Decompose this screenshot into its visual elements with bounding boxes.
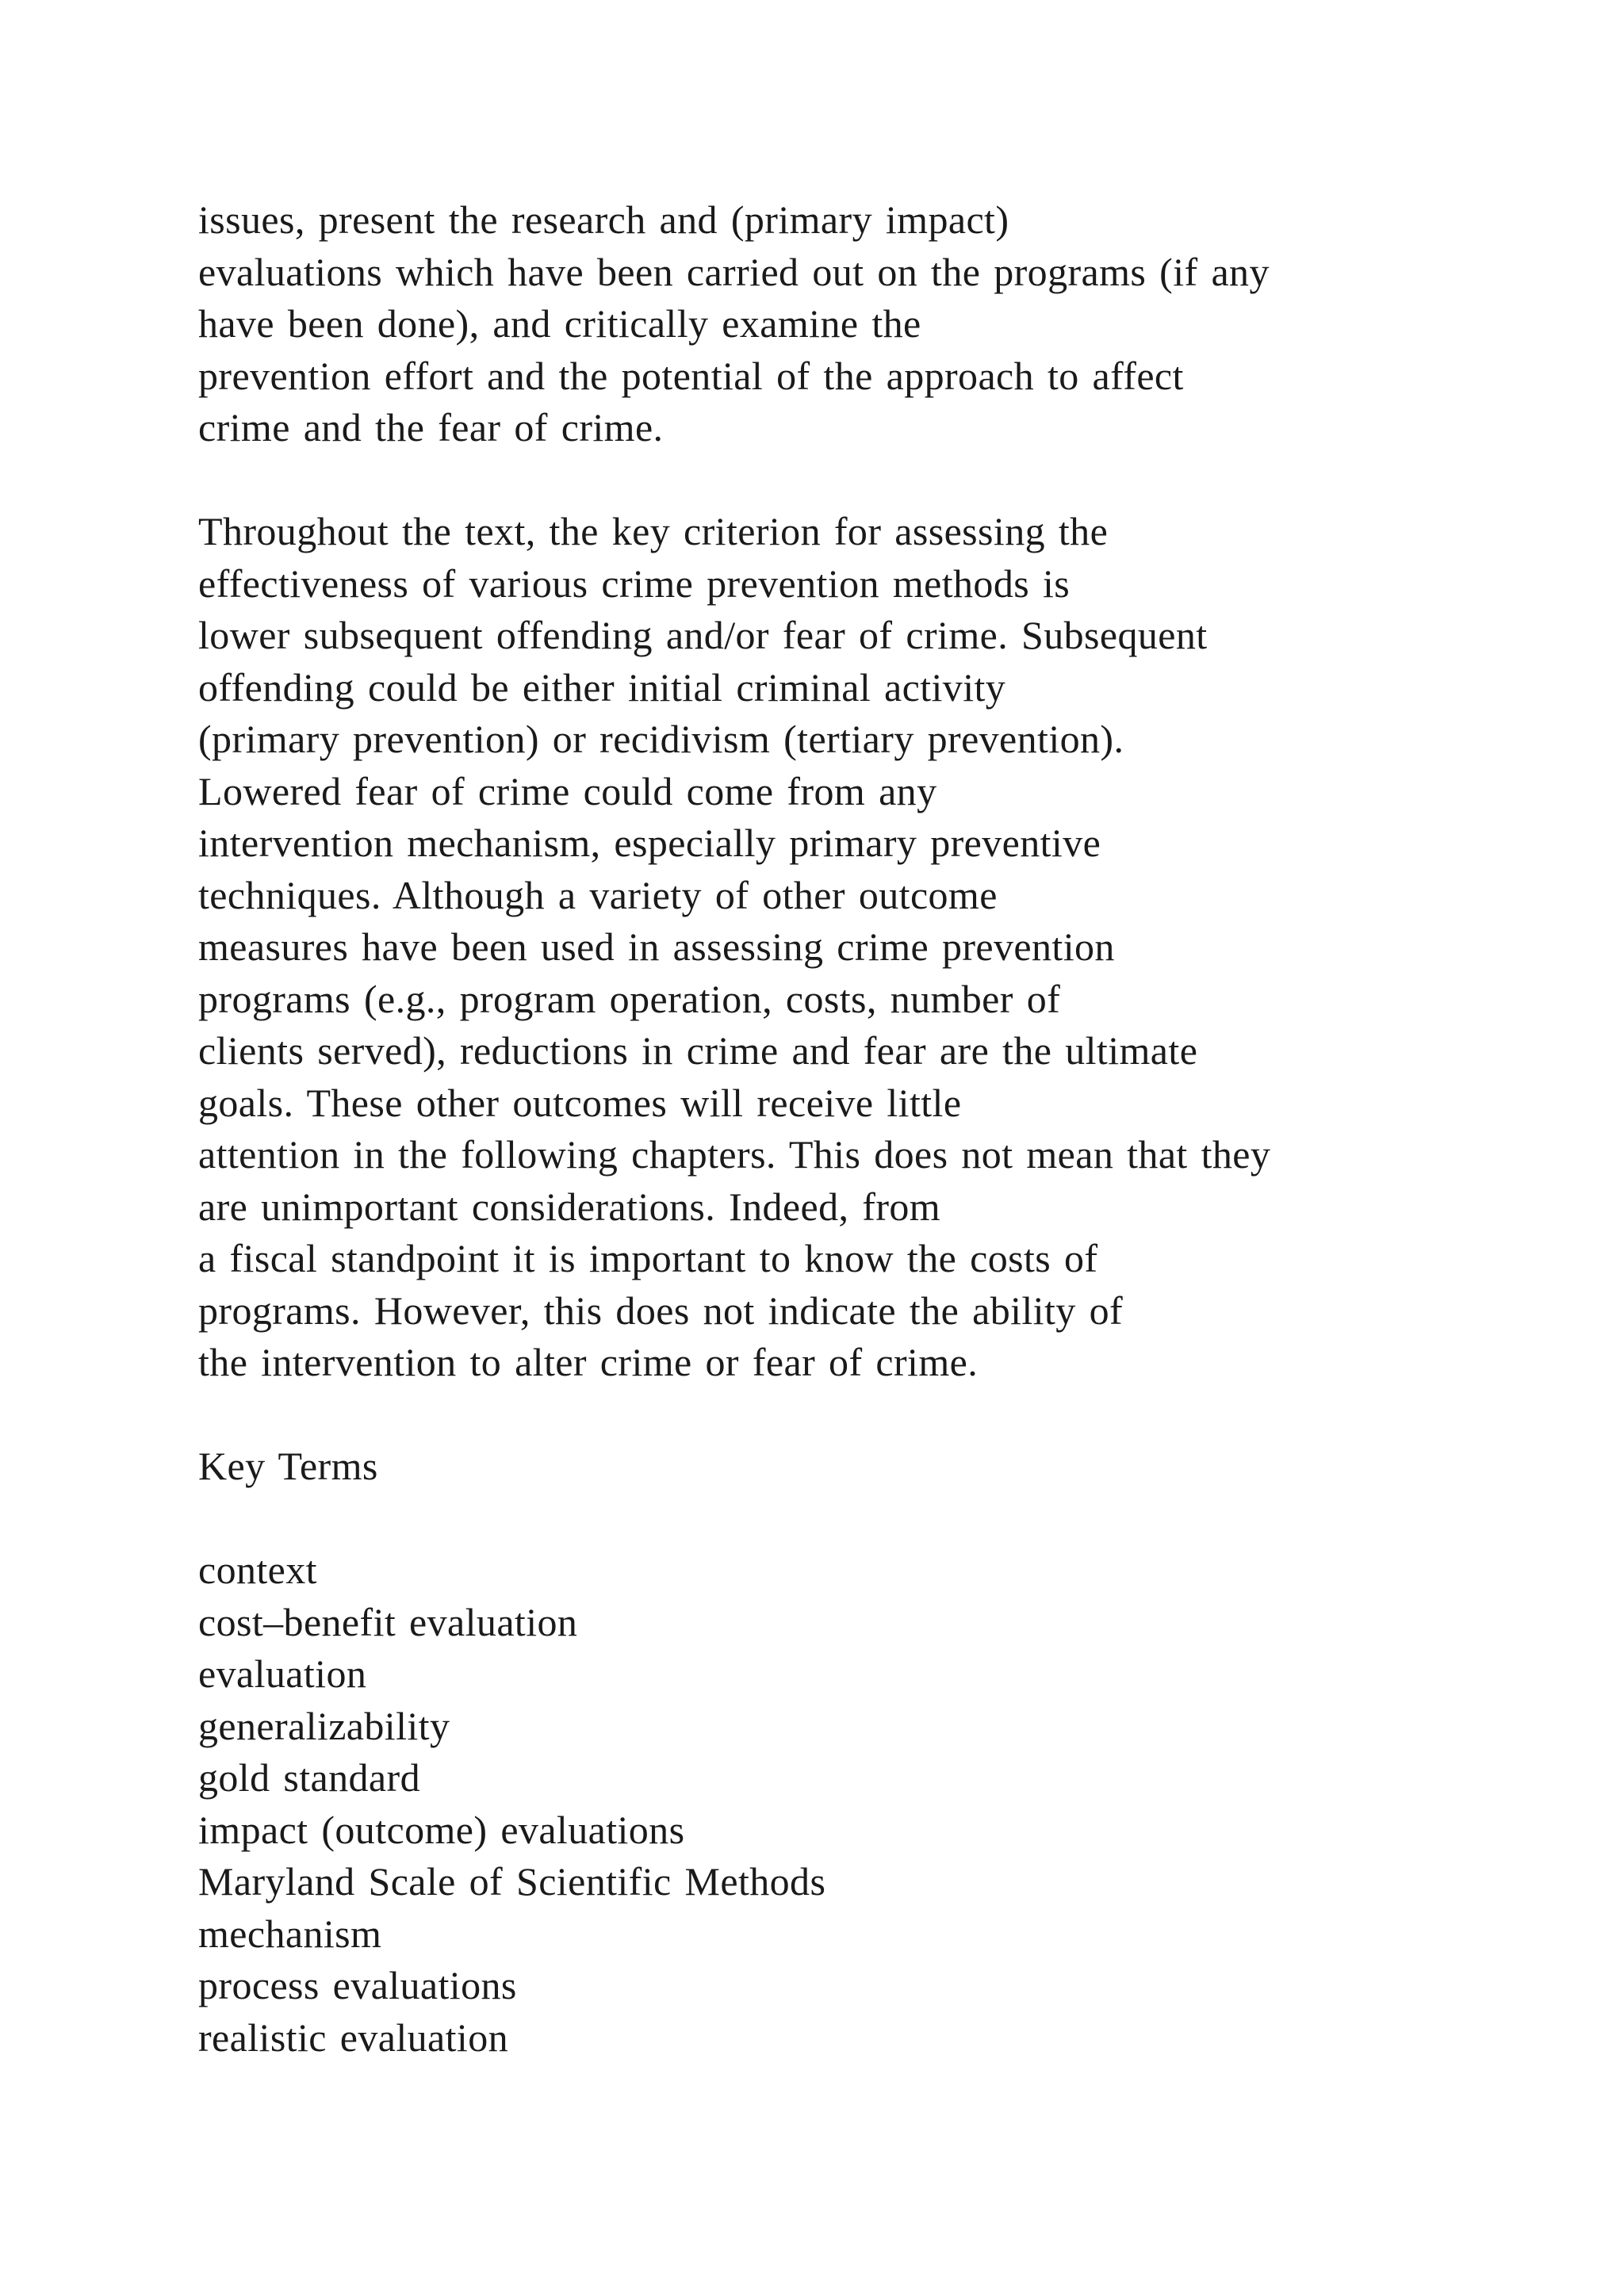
- paragraph-2: [198, 506, 1546, 1389]
- text-line: evaluations which have been carried out on the programs (if any: [198, 249, 1270, 294]
- key-term-item: context: [198, 1548, 317, 1592]
- document-page: [198, 194, 1546, 2064]
- key-term-item: generalizability: [198, 1703, 450, 1748]
- key-term-item: evaluation: [198, 1651, 367, 1696]
- paragraph-gap: [198, 1389, 1546, 1441]
- key-terms-list: [198, 1544, 1546, 2064]
- key-term-item: impact (outcome) evaluations: [198, 1807, 685, 1852]
- key-term-item: cost–benefit evaluation: [198, 1599, 578, 1644]
- text-line: Throughout the text, the key criterion for assessing the: [198, 509, 1109, 553]
- key-term-item: gold standard: [198, 1755, 420, 1800]
- key-term-item: realistic evaluation: [198, 2015, 509, 2060]
- text-line: clients served), reductions in crime and fear are the ultimate: [198, 1028, 1198, 1073]
- text-line: offending could be either initial criminal activity: [198, 664, 1006, 710]
- text-line: have been done), and critically examine the: [198, 301, 921, 346]
- text-line: programs (e.g., program operation, costs, number of: [198, 976, 1061, 1021]
- paragraph-1: [198, 194, 1546, 454]
- text-line: techniques. Although a variety of other outcome: [198, 872, 998, 917]
- text-line: lower subsequent offending and/or fear of crime. Subsequent: [198, 613, 1208, 657]
- text-line: measures have been used in assessing crime prevention: [198, 924, 1115, 969]
- text-line: attention in the following chapters. This does not mean that they: [198, 1132, 1271, 1177]
- text-line: prevention effort and the potential of the approach to affect: [198, 353, 1184, 398]
- key-terms-heading: Key Terms: [198, 1444, 378, 1488]
- text-line: Lowered fear of crime could come from any: [198, 768, 937, 813]
- key-term-item: mechanism: [198, 1911, 382, 1956]
- key-term-item: process evaluations: [198, 1963, 517, 2007]
- text-line: goals. These other outcomes will receive little: [198, 1080, 962, 1125]
- paragraph-gap: [198, 454, 1546, 507]
- text-line: a fiscal standpoint it is important to know the costs of: [198, 1236, 1098, 1280]
- text-line: intervention mechanism, especially primary preventive: [198, 821, 1101, 865]
- text-line: effectiveness of various crime prevention methods is: [198, 561, 1071, 606]
- paragraph-gap: [198, 1493, 1546, 1545]
- text-line: the intervention to alter crime or fear of crime.: [198, 1340, 979, 1384]
- text-line: are unimportant considerations. Indeed, from: [198, 1184, 941, 1229]
- text-line: issues, present the research and (primary impact): [198, 197, 1009, 242]
- key-term-item: Maryland Scale of Scientific Methods: [198, 1859, 826, 1904]
- text-line: (primary prevention) or recidivism (tertiary prevention).: [198, 717, 1124, 761]
- text-line: crime and the fear of crime.: [198, 405, 664, 450]
- text-line: programs. However, this does not indicate the ability of: [198, 1288, 1124, 1333]
